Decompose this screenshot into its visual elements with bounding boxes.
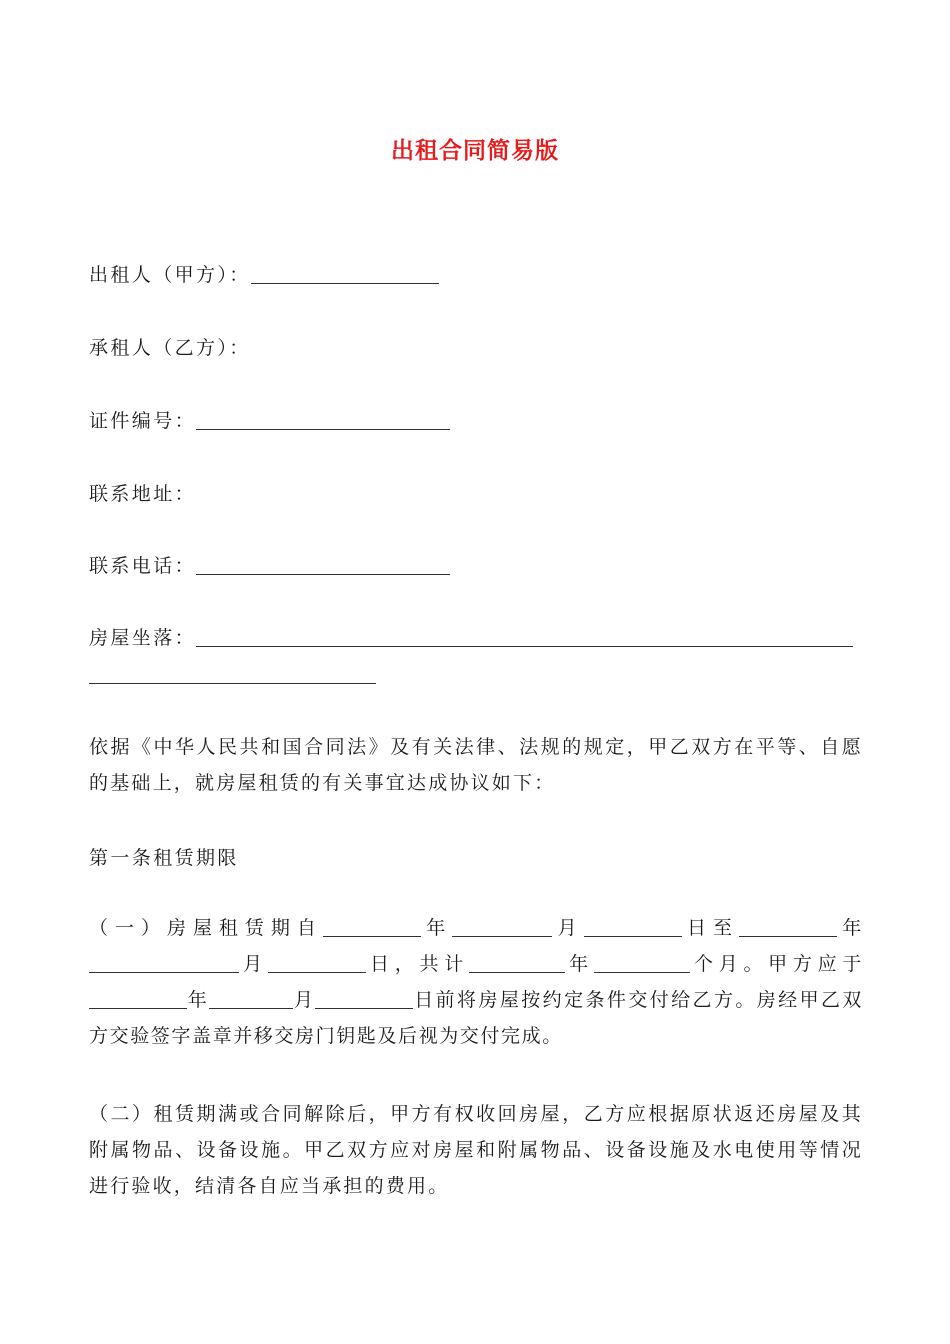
year-label: 年 [187,989,210,1011]
month-label: 月 [293,989,316,1011]
id-line [89,409,450,433]
address-line [89,482,196,506]
clause1-start: （一）房屋租赁期自 [89,917,323,939]
id-label: 证件编号： [89,410,197,432]
year-label: 年 [836,917,863,939]
phone-blank[interactable] [196,554,450,575]
clause2-paragraph: （二）租赁期满或合同解除后，甲方有权收回房屋，乙方应根据原状返还房屋及其附属物品、设备设施。甲乙双方应对房屋和附属物品、设备设施及水电使用等情况进行验收，结清各自应当承担的费用。 [89,1103,863,1197]
end-month-blank[interactable] [89,952,239,973]
year-label: 年 [564,953,594,975]
intro-paragraph: 依据《中华人民共和国合同法》及有关法律、法规的规定，甲乙双方在平等、自愿的基础上，就房屋租赁的有关事宜达成协议如下： [89,736,863,794]
property-blank-continuation[interactable] [89,683,376,684]
article1-heading: 第一条租赁期限 [89,847,239,869]
clause1-paragraph [89,910,863,1054]
lessee-line [89,336,251,360]
lessor-blank[interactable] [251,263,439,284]
property-label: 房屋坐落： [89,627,197,649]
total-months-blank[interactable] [594,952,690,973]
start-month-blank[interactable] [452,916,552,937]
property-blank[interactable] [196,626,853,647]
start-day-blank[interactable] [584,916,682,937]
clause1-rest: 日前将房屋按约定条件交付给乙方。房经甲乙双方交验签字盖章并移交房门钥匙及后视为交付完成。 [89,989,863,1047]
year-label: 年 [420,917,453,939]
end-day-blank[interactable] [268,952,366,973]
document-title: 出租合同简易版 [391,138,559,164]
end-year-blank[interactable] [739,916,837,937]
total-years-blank[interactable] [469,952,565,973]
lessee-label: 承租人（乙方）： [89,337,251,359]
handover-month-blank[interactable] [209,988,293,1009]
lessor-label: 出租人（甲方）： [89,264,251,286]
handover-day-blank[interactable] [315,988,413,1009]
start-year-blank[interactable] [323,916,421,937]
handover-year-blank[interactable] [89,988,187,1009]
address-label: 联系地址： [89,483,197,505]
day-to-label: 日至 [681,917,739,939]
day-total-label: 日，共计 [365,953,469,975]
phone-label: 联系电话： [89,555,197,577]
lessor-line [89,263,439,287]
month-label: 月 [239,953,268,975]
month-label: 月 [552,917,584,939]
phone-line [89,554,450,578]
months-label: 个月。甲方应于 [689,953,863,975]
id-blank[interactable] [196,409,450,430]
property-line [89,626,853,650]
